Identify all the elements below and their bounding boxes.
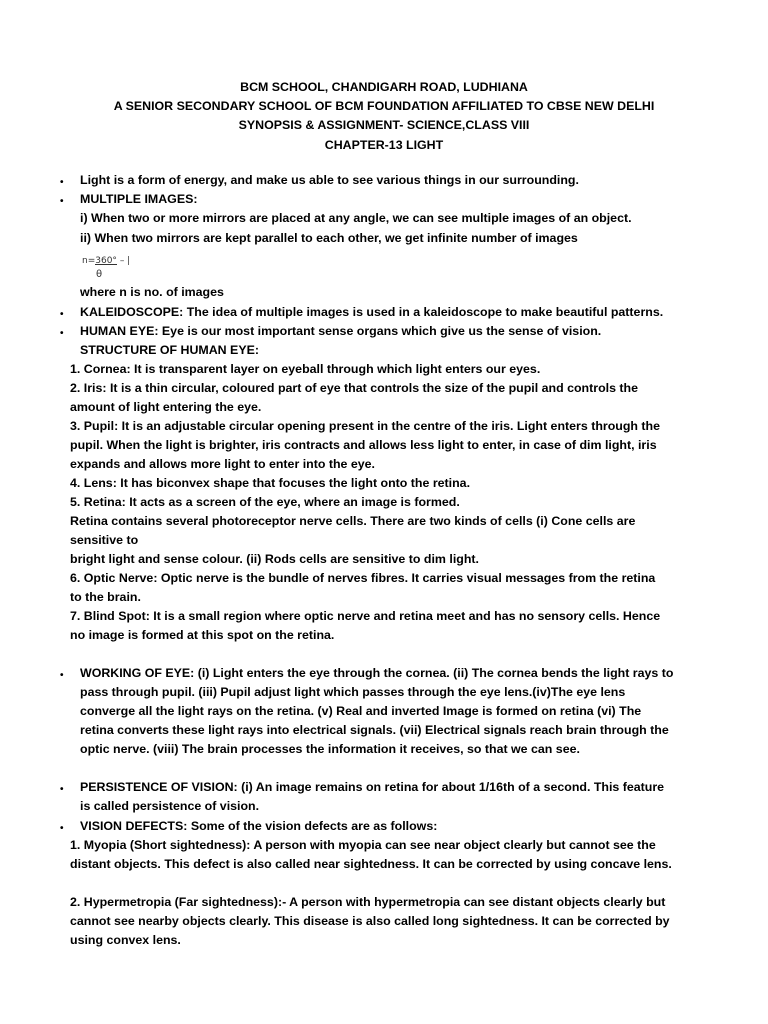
text-line: HUMAN EYE: Eye is our most important sense organs which give us the sense of vision. <box>80 324 602 338</box>
text-line: ii) When two mirrors are kept parallel to each other, we get infinite number of images <box>80 231 578 245</box>
text-line: distant objects. This defect is also called near sightedness. It can be corrected by using concave lens. <box>70 857 672 871</box>
formula-denominator: θ <box>96 269 103 280</box>
text-line: cannot see nearby objects clearly. This disease is also called long sightedness. It can be corrected by <box>70 914 670 928</box>
formula-numerator: n=360° – | <box>82 256 131 266</box>
text-line: i) When two or more mirrors are placed at any angle, we can see multiple images of an object. <box>80 211 632 225</box>
text-line: to the brain. <box>70 590 141 604</box>
text-line: converge all the light rays on the retina. (v) Real and inverted Image is formed on retina (vi) The <box>80 704 642 718</box>
text-line: STRUCTURE OF HUMAN EYE: <box>80 343 259 357</box>
text-line: where n is no. of images <box>80 285 224 299</box>
text-line: 2. Iris: It is a thin circular, coloured part of eye that controls the size of the pupil and controls the <box>70 381 638 395</box>
text-line: amount of light entering the eye. <box>70 400 262 414</box>
text-line: is called persistence of vision. <box>80 799 260 813</box>
text-line: VISION DEFECTS: Some of the vision defects are as follows: <box>80 819 438 833</box>
text-line: KALEIDOSCOPE: The idea of multiple images is used in a kaleidoscope to make beautiful patterns. <box>80 305 664 319</box>
text-line: MULTIPLE IMAGES: <box>80 192 198 206</box>
text-line: optic nerve. (viii) The brain processes the information it receives, so that we can see. <box>80 742 580 756</box>
text-line: 1. Myopia (Short sightedness): A person with myopia can see near object clearly but cannot see the <box>70 838 656 852</box>
document-header <box>0 78 768 155</box>
text-line: WORKING OF EYE: (i) Light enters the eye through the cornea. (ii) The cornea bends the light rays to <box>80 666 674 680</box>
text-line: Retina contains several photoreceptor nerve cells. There are two kinds of cells (i) Cone cells are <box>70 514 636 528</box>
document-subject: SYNOPSIS & ASSIGNMENT- SCIENCE,CLASS VIII <box>238 118 530 133</box>
school-name: BCM SCHOOL, CHANDIGARH ROAD, LUDHIANA <box>240 80 528 94</box>
text-line: 5. Retina: It acts as a screen of the eye, where an image is formed. <box>70 495 460 509</box>
text-line: 6. Optic Nerve: Optic nerve is the bundle of nerves fibres. It carries visual messages from the retina <box>70 571 656 585</box>
text-line: 1. Cornea: It is transparent layer on eyeball through which light enters our eyes. <box>70 362 541 376</box>
text-line: pass through pupil. (iii) Pupil adjust light which passes through the eye lens.(iv)The eye lens <box>80 685 626 699</box>
bullet-marker: • <box>60 196 64 207</box>
text-line: expands and allows more light to enter into the eye. <box>70 457 376 471</box>
text-line: retina converts these light rays into electrical signals. (vii) Electrical signals reach brain through the <box>80 723 669 737</box>
bullet-marker: • <box>60 784 64 795</box>
text-line: 4. Lens: It has biconvex shape that focuses the light onto the retina. <box>70 476 471 490</box>
bullet-marker: • <box>60 177 64 188</box>
formula-mirror-images <box>82 252 142 280</box>
text-line: 7. Blind Spot: It is a small region where optic nerve and retina meet and has no sensory cells. Hence <box>70 609 661 623</box>
chapter-title: CHAPTER-13 LIGHT <box>324 137 444 152</box>
bullet-marker: • <box>60 328 64 339</box>
bullet-marker: • <box>60 670 64 681</box>
text-line: sensitive to <box>70 533 139 547</box>
text-line: no image is formed at this spot on the retina. <box>70 628 335 642</box>
bullet-marker: • <box>60 309 64 320</box>
text-line: using convex lens. <box>70 933 181 947</box>
text-line: bright light and sense colour. (ii) Rods cells are sensitive to dim light. <box>70 552 479 566</box>
text-line: 2. Hypermetropia (Far sightedness):- A person with hypermetropia can see distant objects clearly but <box>70 895 666 909</box>
text-line: pupil. When the light is brighter, iris contracts and allows less light to enter, in case of dim light, iris <box>70 438 657 452</box>
bullet-marker: • <box>60 823 64 834</box>
text-line: Light is a form of energy, and make us able to see various things in our surrounding. <box>80 173 579 187</box>
text-line: PERSISTENCE OF VISION: (i) An image remains on retina for about 1/16th of a second. This feature <box>80 780 665 794</box>
text-line: 3. Pupil: It is an adjustable circular opening present in the centre of the iris. Light enters through the <box>70 419 661 433</box>
school-affiliation: A SENIOR SECONDARY SCHOOL OF BCM FOUNDATION AFFILIATED TO CBSE NEW DELHI <box>113 99 655 114</box>
